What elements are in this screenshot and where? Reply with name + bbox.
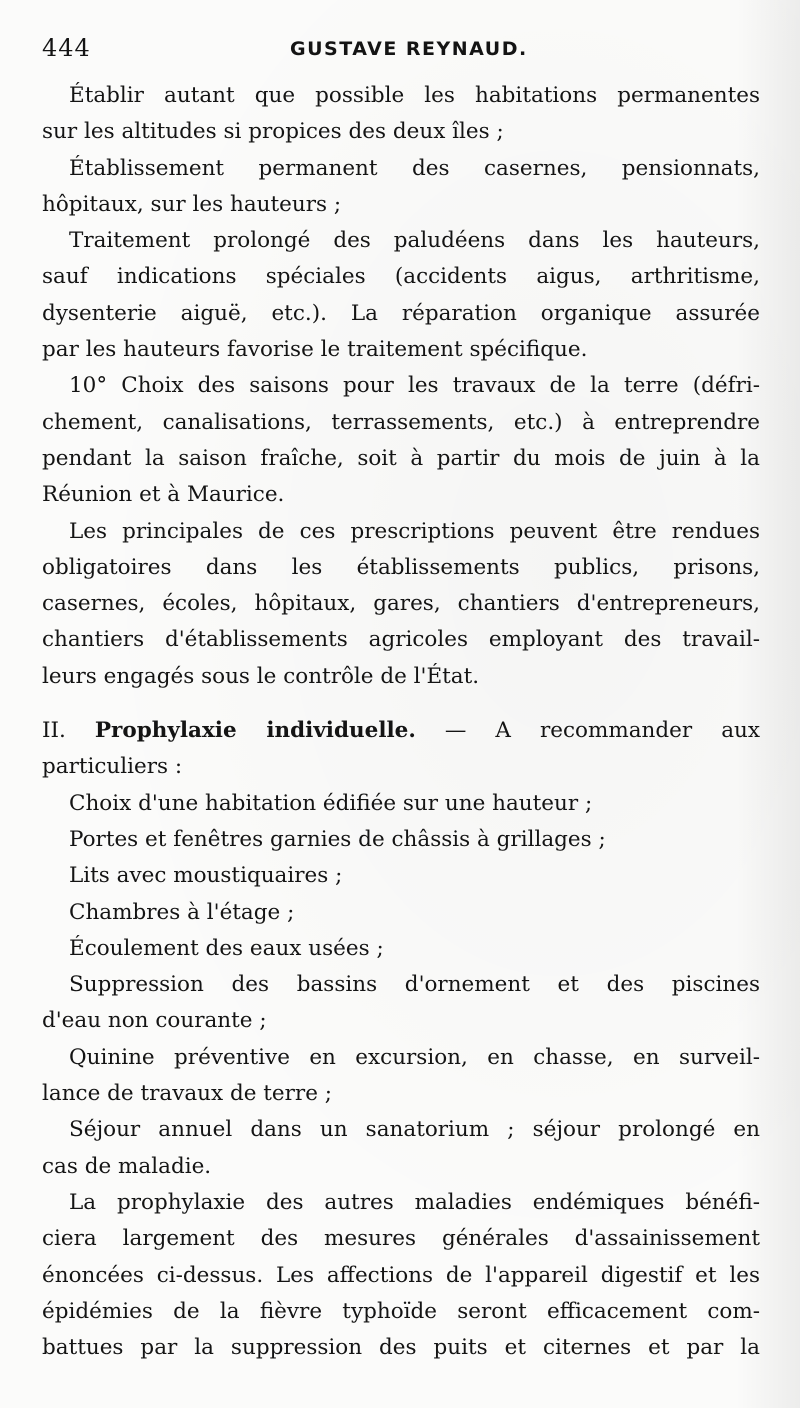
text-line: Chambres à l'étage ; — [69, 899, 295, 925]
text-line: Établir autant que possible les habitations permanentes — [69, 83, 760, 108]
text-line: chantiers d'établissements agricoles employant des travail- — [42, 627, 760, 653]
text-line: cas de maladie. — [42, 1153, 212, 1179]
text-line: casernes, écoles, hôpitaux, gares, chantiers d'entrepreneurs, — [42, 591, 760, 617]
text-line: d'eau non courante ; — [42, 1008, 267, 1034]
text-line: énoncées ci-dessus. Les affections de l'appareil digestif et les — [42, 1262, 760, 1288]
page-number: 444 — [42, 34, 91, 62]
body-text — [42, 78, 760, 1366]
text-line: ciera largement des mesures générales d'assainissement — [42, 1226, 760, 1252]
text-line: chement, canalisations, terrassements, etc.) à entreprendre — [42, 409, 760, 435]
text-line: Écoulement des eaux usées ; — [69, 935, 384, 961]
section-title: Prophylaxie individuelle. — [94, 718, 416, 744]
text-line: lance de travaux de terre ; — [42, 1081, 333, 1107]
text-line: battues par la suppression des puits et citernes et par la — [42, 1335, 760, 1361]
page-header — [42, 34, 762, 74]
text-line: Portes et fenêtres garnies de châssis à grillages ; — [69, 826, 606, 852]
section-heading-line — [42, 713, 760, 749]
text-line: Suppression des bassins d'ornement et des piscines — [69, 972, 760, 998]
text-line: sur les altitudes si propices des deux îles ; — [42, 119, 504, 145]
paragraph-block-2 — [42, 786, 760, 1367]
text-line: Réunion et à Maurice. — [42, 482, 285, 508]
text-line: 10° Choix des saisons pour les travaux de la terre (défri- — [69, 373, 760, 399]
text-line: Quinine préventive en excursion, en chasse, en surveil- — [69, 1044, 760, 1070]
text-line: Lits avec moustiquaires ; — [69, 863, 343, 889]
section-spacer — [42, 695, 760, 713]
text-line: Choix d'une habitation édifiée sur une hauteur ; — [69, 790, 593, 816]
text-line: dysenterie aiguë, etc.). La réparation organique assurée — [42, 300, 760, 326]
section-number: II. — [42, 718, 66, 744]
text-line: hôpitaux, sur les hauteurs ; — [42, 191, 342, 217]
text-line: épidémies de la fièvre typhoïde seront efficacement com- — [42, 1298, 760, 1324]
text-line: obligatoires dans les établissements publics, prisons, — [42, 554, 760, 580]
text-line: pendant la saison fraîche, soit à partir du mois de juin à la — [42, 445, 760, 471]
text-line: sauf indications spéciales (accidents aigus, arthritisme, — [42, 264, 760, 290]
text-line: La prophylaxie des autres maladies endémiques bénéfi- — [69, 1189, 760, 1215]
text-line: Les principales de ces prescriptions peuvent être rendues — [69, 518, 760, 544]
section-heading-rest: — A recommander aux — [444, 718, 760, 744]
text-line: Traitement prolongé des paludéens dans les hauteurs, — [69, 228, 760, 254]
running-head: GUSTAVE REYNAUD. — [290, 38, 528, 60]
text-line: leurs engagés sous le contrôle de l'État. — [42, 663, 480, 689]
text-line: Séjour annuel dans un sanatorium ; séjour prolongé en — [69, 1117, 760, 1143]
section-heading-continuation: particuliers : — [42, 754, 183, 780]
text-line: par les hauteurs favorise le traitement spécifique. — [42, 337, 588, 363]
paragraph-block-1 — [42, 78, 760, 695]
text-line: Établissement permanent des casernes, pensionnats, — [69, 155, 760, 181]
